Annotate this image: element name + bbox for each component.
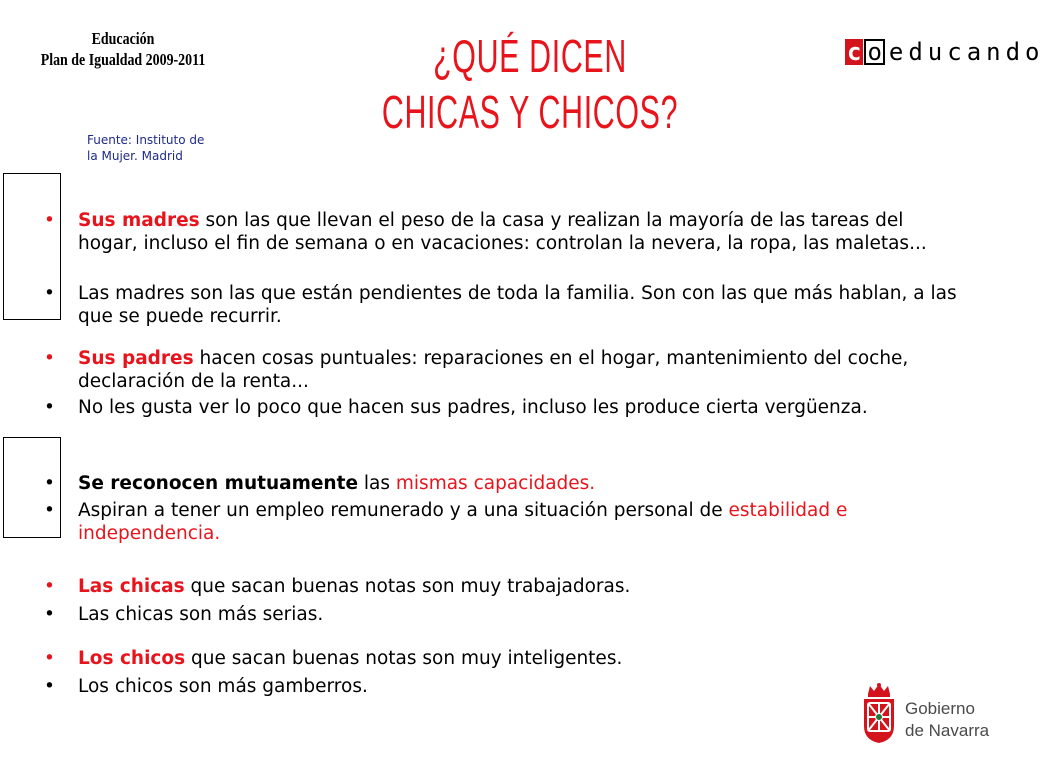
item-highlight: Sus padres bbox=[78, 348, 194, 369]
department-name: Educación bbox=[91, 29, 155, 48]
item-text: Las chicas son más serias. bbox=[78, 604, 324, 625]
bullet-marker: • bbox=[44, 397, 55, 418]
item-text: que sacan buenas notas son muy trabajadoras. bbox=[184, 576, 631, 597]
header-department bbox=[37, 28, 209, 70]
item-text: Las madres son las que están pendientes de toda la familia. Son con las que más hablan, a las que se puede recurrir. bbox=[78, 283, 957, 327]
item-text: Aspiran a tener un empleo remunerado y a una situación personal de bbox=[78, 500, 729, 521]
list-item bbox=[44, 647, 964, 670]
bullet-marker: • bbox=[44, 576, 55, 597]
item-bold: Se reconocen mutuamente bbox=[78, 473, 358, 494]
item-red-text: estabilidad e independencia. bbox=[78, 500, 848, 544]
list-item bbox=[44, 209, 964, 255]
item-text: No les gusta ver lo poco que hacen sus padres, incluso les produce cierta vergüenza. bbox=[78, 397, 868, 418]
gov-line-2: de Navarra bbox=[905, 721, 990, 740]
list-item bbox=[44, 282, 964, 328]
item-text: las bbox=[358, 473, 396, 494]
logo-rest: educando bbox=[888, 38, 1045, 66]
list-item bbox=[44, 575, 964, 598]
bullet-marker: • bbox=[44, 348, 55, 369]
list-item bbox=[44, 396, 964, 419]
gov-line-1: Gobierno bbox=[905, 699, 975, 718]
list-item bbox=[44, 347, 964, 393]
item-red-text: mismas capacidades. bbox=[395, 473, 596, 494]
list-item bbox=[44, 603, 964, 626]
bullet-marker: • bbox=[44, 473, 55, 494]
page-title bbox=[378, 28, 682, 140]
bullet-marker: • bbox=[44, 648, 55, 669]
gov-text bbox=[905, 698, 989, 742]
item-highlight: Los chicos bbox=[78, 648, 186, 669]
plan-name: Plan de Igualdad 2009-2011 bbox=[40, 50, 206, 69]
coeducando-logo bbox=[845, 36, 1045, 68]
gobierno-navarra-logo bbox=[860, 682, 1010, 744]
bullet-marker: • bbox=[44, 283, 55, 304]
source-line-1: Fuente: Instituto de bbox=[87, 133, 205, 147]
bullet-marker: • bbox=[44, 676, 55, 697]
bullet-marker: • bbox=[44, 210, 55, 231]
item-text: son las que llevan el peso de la casa y realizan la mayoría de las tareas del hogar, incluso el fin de semana o en vacaciones: controlan la nevera, la ropa, las maletas... bbox=[78, 210, 927, 254]
logo-o: o bbox=[864, 39, 884, 65]
list-item bbox=[44, 499, 964, 545]
navarra-shield-icon bbox=[860, 682, 898, 744]
title-line-1: ¿QUÉ DICEN bbox=[433, 30, 627, 82]
list-item bbox=[44, 472, 964, 495]
source-note bbox=[87, 132, 247, 164]
title-line-2: CHICAS Y CHICOS? bbox=[381, 86, 679, 138]
item-highlight: Las chicas bbox=[78, 576, 185, 597]
item-text: Los chicos son más gamberros. bbox=[78, 676, 368, 697]
item-text: que sacan buenas notas son muy inteligentes. bbox=[185, 648, 623, 669]
item-highlight: Sus madres bbox=[78, 210, 200, 231]
source-line-2: la Mujer. Madrid bbox=[87, 149, 183, 163]
logo-c: c bbox=[847, 38, 862, 66]
list-item bbox=[44, 675, 964, 698]
bullet-marker: • bbox=[44, 500, 55, 521]
bullet-marker: • bbox=[44, 604, 55, 625]
item-text: hacen cosas puntuales: reparaciones en el hogar, mantenimiento del coche, declaración de la renta... bbox=[78, 348, 909, 392]
